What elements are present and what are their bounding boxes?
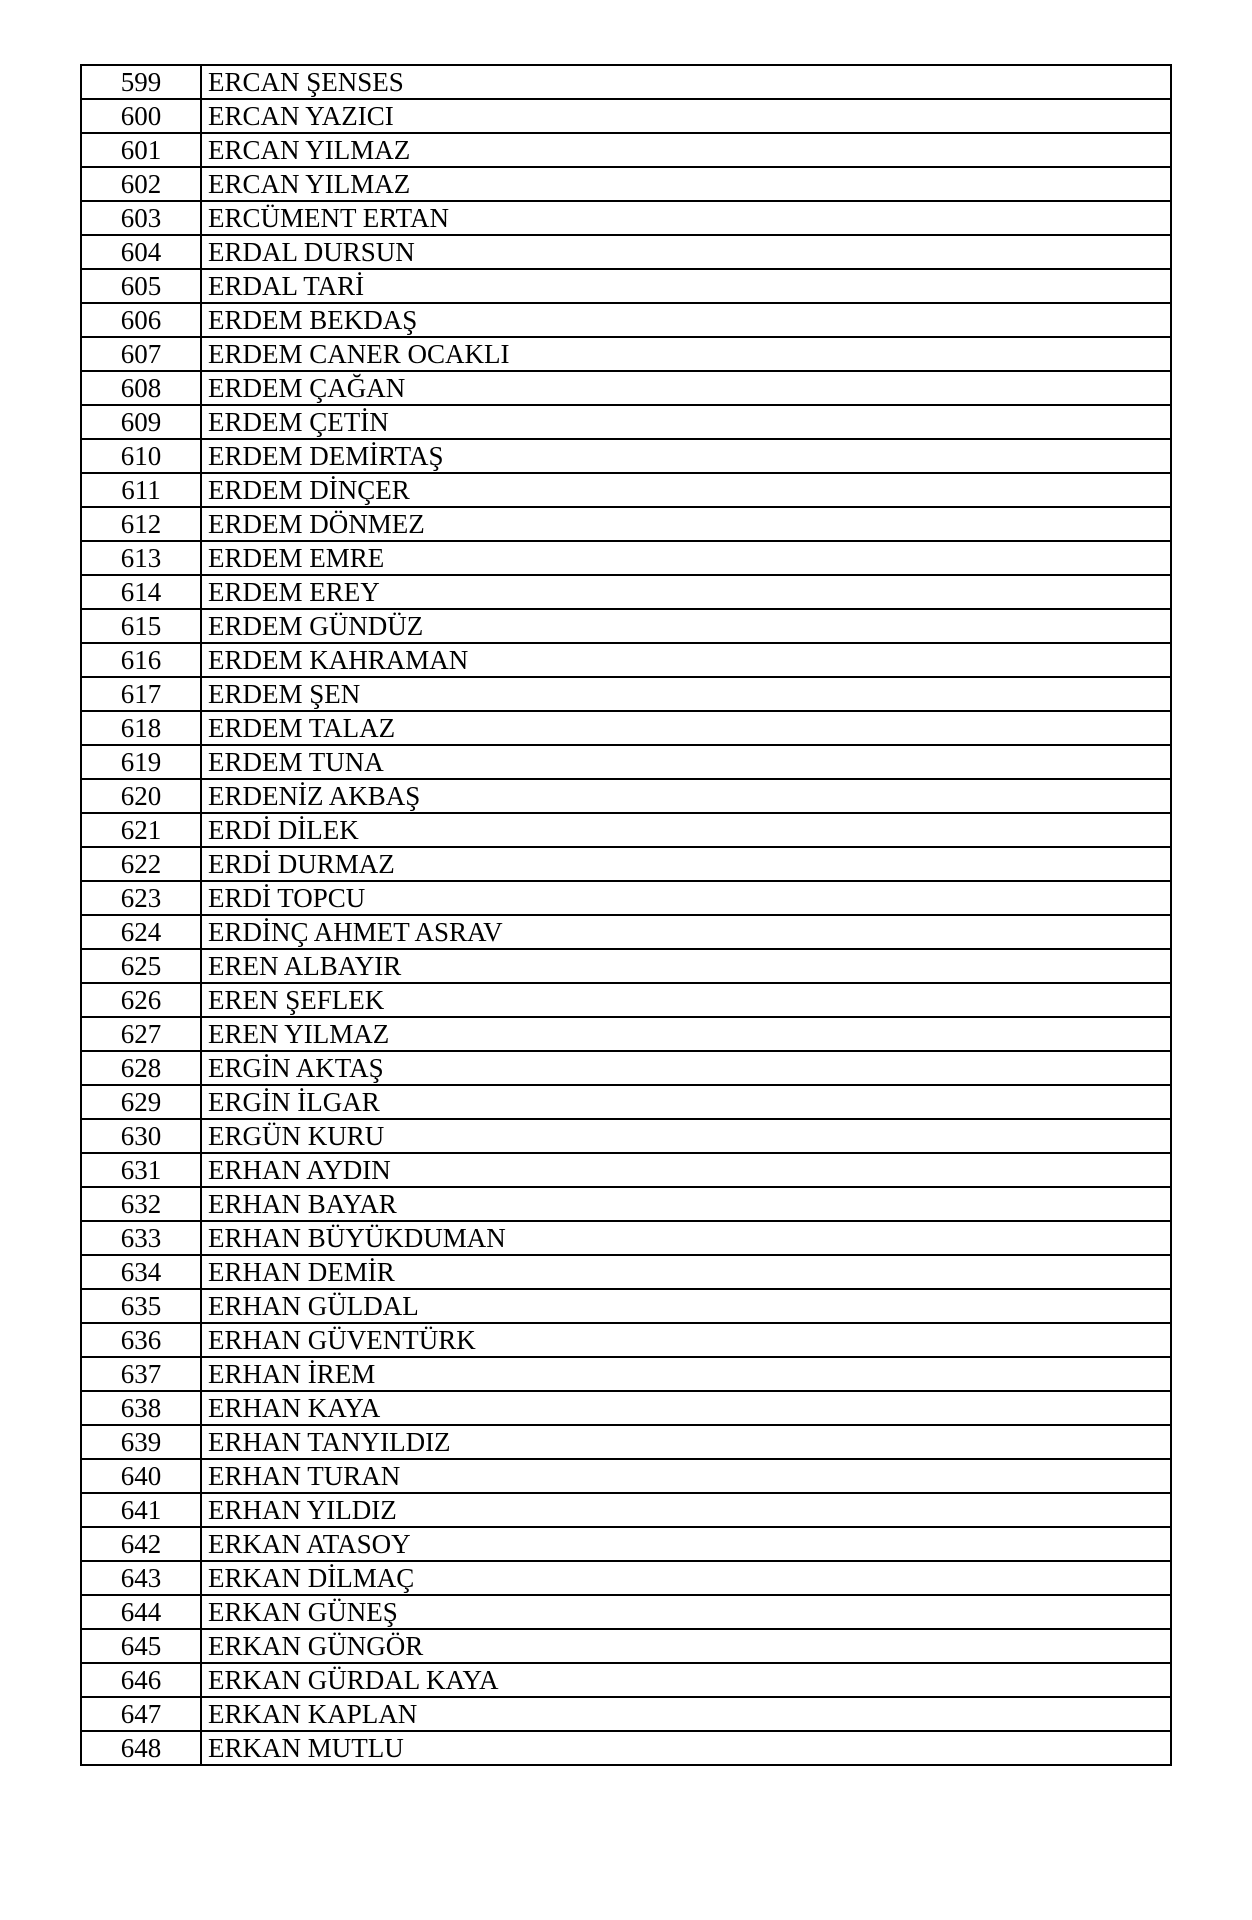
table-row	[81, 609, 1171, 643]
full-name-cell: ERHAN YILDIZ	[201, 1493, 1171, 1527]
table-row	[81, 1051, 1171, 1085]
full-name-cell: ERDİ DURMAZ	[201, 847, 1171, 881]
row-number-cell: 627	[81, 1017, 201, 1051]
full-name-cell: ERKAN GÜNEŞ	[201, 1595, 1171, 1629]
row-number-cell: 616	[81, 643, 201, 677]
row-number-cell: 637	[81, 1357, 201, 1391]
table-row	[81, 1153, 1171, 1187]
row-number-cell: 638	[81, 1391, 201, 1425]
row-number-cell: 599	[81, 65, 201, 99]
full-name-cell: ERGÜN KURU	[201, 1119, 1171, 1153]
full-name-cell: ERDEM EREY	[201, 575, 1171, 609]
row-number-cell: 622	[81, 847, 201, 881]
row-number-cell: 634	[81, 1255, 201, 1289]
full-name-cell: ERDİNÇ AHMET ASRAV	[201, 915, 1171, 949]
row-number-cell: 642	[81, 1527, 201, 1561]
table-row	[81, 1425, 1171, 1459]
full-name-cell: ERHAN İREM	[201, 1357, 1171, 1391]
row-number-cell: 600	[81, 99, 201, 133]
row-number-cell: 629	[81, 1085, 201, 1119]
row-number-cell: 641	[81, 1493, 201, 1527]
full-name-cell: ERKAN ATASOY	[201, 1527, 1171, 1561]
table-row	[81, 1323, 1171, 1357]
row-number-cell: 619	[81, 745, 201, 779]
table-row	[81, 99, 1171, 133]
table-row	[81, 1493, 1171, 1527]
table-row	[81, 1731, 1171, 1765]
full-name-cell: EREN ALBAYIR	[201, 949, 1171, 983]
full-name-cell: ERDEM BEKDAŞ	[201, 303, 1171, 337]
row-number-cell: 646	[81, 1663, 201, 1697]
full-name-cell: ERHAN BAYAR	[201, 1187, 1171, 1221]
full-name-cell: ERDEM GÜNDÜZ	[201, 609, 1171, 643]
full-name-cell: ERHAN DEMİR	[201, 1255, 1171, 1289]
table-row	[81, 983, 1171, 1017]
full-name-cell: ERDEM TUNA	[201, 745, 1171, 779]
table-row	[81, 881, 1171, 915]
full-name-cell: ERCAN YAZICI	[201, 99, 1171, 133]
table-row	[81, 337, 1171, 371]
full-name-cell: ERGİN AKTAŞ	[201, 1051, 1171, 1085]
row-number-cell: 636	[81, 1323, 201, 1357]
row-number-cell: 626	[81, 983, 201, 1017]
full-name-cell: ERDEM DÖNMEZ	[201, 507, 1171, 541]
full-name-cell: ERHAN BÜYÜKDUMAN	[201, 1221, 1171, 1255]
table-row	[81, 813, 1171, 847]
full-name-cell: ERHAN GÜVENTÜRK	[201, 1323, 1171, 1357]
row-number-cell: 628	[81, 1051, 201, 1085]
full-name-cell: ERGİN İLGAR	[201, 1085, 1171, 1119]
row-number-cell: 643	[81, 1561, 201, 1595]
table-row	[81, 711, 1171, 745]
full-name-cell: ERDAL DURSUN	[201, 235, 1171, 269]
full-name-cell: ERCAN YILMAZ	[201, 133, 1171, 167]
table-row	[81, 269, 1171, 303]
table-row	[81, 1629, 1171, 1663]
table-row	[81, 1255, 1171, 1289]
full-name-cell: ERHAN KAYA	[201, 1391, 1171, 1425]
full-name-cell: ERDEM TALAZ	[201, 711, 1171, 745]
full-name-cell: ERHAN TANYILDIZ	[201, 1425, 1171, 1459]
table-row	[81, 643, 1171, 677]
table-row	[81, 167, 1171, 201]
table-row	[81, 1289, 1171, 1323]
full-name-cell: EREN YILMAZ	[201, 1017, 1171, 1051]
table-row	[81, 541, 1171, 575]
row-number-cell: 632	[81, 1187, 201, 1221]
table-row	[81, 133, 1171, 167]
full-name-cell: ERKAN GÜRDAL KAYA	[201, 1663, 1171, 1697]
full-name-cell: ERKAN MUTLU	[201, 1731, 1171, 1765]
full-name-cell: ERCAN ŞENSES	[201, 65, 1171, 99]
row-number-cell: 635	[81, 1289, 201, 1323]
full-name-cell: ERDEM DİNÇER	[201, 473, 1171, 507]
row-number-cell: 603	[81, 201, 201, 235]
table-row	[81, 201, 1171, 235]
table-row	[81, 1017, 1171, 1051]
full-name-cell: ERKAN GÜNGÖR	[201, 1629, 1171, 1663]
full-name-cell: ERDEM EMRE	[201, 541, 1171, 575]
row-number-cell: 620	[81, 779, 201, 813]
full-name-cell: ERHAN AYDIN	[201, 1153, 1171, 1187]
table-row	[81, 1221, 1171, 1255]
document-page	[80, 64, 1170, 1766]
row-number-cell: 647	[81, 1697, 201, 1731]
row-number-cell: 610	[81, 439, 201, 473]
row-number-cell: 644	[81, 1595, 201, 1629]
table-row	[81, 371, 1171, 405]
row-number-cell: 633	[81, 1221, 201, 1255]
table-row	[81, 1119, 1171, 1153]
table-row	[81, 303, 1171, 337]
full-name-cell: ERDİ TOPCU	[201, 881, 1171, 915]
row-number-cell: 615	[81, 609, 201, 643]
full-name-cell: ERDEM ÇAĞAN	[201, 371, 1171, 405]
full-name-cell: ERDEM CANER OCAKLI	[201, 337, 1171, 371]
row-number-cell: 621	[81, 813, 201, 847]
row-number-cell: 631	[81, 1153, 201, 1187]
table-row	[81, 575, 1171, 609]
row-number-cell: 639	[81, 1425, 201, 1459]
row-number-cell: 623	[81, 881, 201, 915]
full-name-cell: ERDENİZ AKBAŞ	[201, 779, 1171, 813]
full-name-cell: ERDEM KAHRAMAN	[201, 643, 1171, 677]
full-name-cell: EREN ŞEFLEK	[201, 983, 1171, 1017]
row-number-cell: 609	[81, 405, 201, 439]
table-row	[81, 473, 1171, 507]
table-row	[81, 1527, 1171, 1561]
table-row	[81, 1561, 1171, 1595]
row-number-cell: 605	[81, 269, 201, 303]
table-row	[81, 1697, 1171, 1731]
row-number-cell: 611	[81, 473, 201, 507]
full-name-cell: ERKAN DİLMAÇ	[201, 1561, 1171, 1595]
row-number-cell: 645	[81, 1629, 201, 1663]
full-name-cell: ERCÜMENT ERTAN	[201, 201, 1171, 235]
table-row	[81, 507, 1171, 541]
row-number-cell: 617	[81, 677, 201, 711]
row-number-cell: 604	[81, 235, 201, 269]
table-row	[81, 405, 1171, 439]
table-row	[81, 1357, 1171, 1391]
table-row	[81, 1187, 1171, 1221]
table-row	[81, 1085, 1171, 1119]
row-number-cell: 607	[81, 337, 201, 371]
table-row	[81, 779, 1171, 813]
full-name-cell: ERHAN GÜLDAL	[201, 1289, 1171, 1323]
full-name-cell: ERDEM ÇETİN	[201, 405, 1171, 439]
full-name-cell: ERHAN TURAN	[201, 1459, 1171, 1493]
row-number-cell: 624	[81, 915, 201, 949]
row-number-cell: 614	[81, 575, 201, 609]
name-list-body	[81, 65, 1171, 1765]
row-number-cell: 602	[81, 167, 201, 201]
row-number-cell: 608	[81, 371, 201, 405]
table-row	[81, 1663, 1171, 1697]
row-number-cell: 640	[81, 1459, 201, 1493]
table-row	[81, 439, 1171, 473]
table-row	[81, 1391, 1171, 1425]
table-row	[81, 1595, 1171, 1629]
row-number-cell: 625	[81, 949, 201, 983]
full-name-cell: ERDEM ŞEN	[201, 677, 1171, 711]
table-row	[81, 235, 1171, 269]
full-name-cell: ERKAN KAPLAN	[201, 1697, 1171, 1731]
full-name-cell: ERCAN YILMAZ	[201, 167, 1171, 201]
row-number-cell: 618	[81, 711, 201, 745]
table-row	[81, 915, 1171, 949]
full-name-cell: ERDİ DİLEK	[201, 813, 1171, 847]
table-row	[81, 677, 1171, 711]
full-name-cell: ERDAL TARİ	[201, 269, 1171, 303]
table-row	[81, 1459, 1171, 1493]
row-number-cell: 613	[81, 541, 201, 575]
row-number-cell: 601	[81, 133, 201, 167]
table-row	[81, 65, 1171, 99]
row-number-cell: 648	[81, 1731, 201, 1765]
table-row	[81, 847, 1171, 881]
row-number-cell: 612	[81, 507, 201, 541]
full-name-cell: ERDEM DEMİRTAŞ	[201, 439, 1171, 473]
name-list-table	[80, 64, 1172, 1766]
row-number-cell: 630	[81, 1119, 201, 1153]
table-row	[81, 745, 1171, 779]
row-number-cell: 606	[81, 303, 201, 337]
table-row	[81, 949, 1171, 983]
